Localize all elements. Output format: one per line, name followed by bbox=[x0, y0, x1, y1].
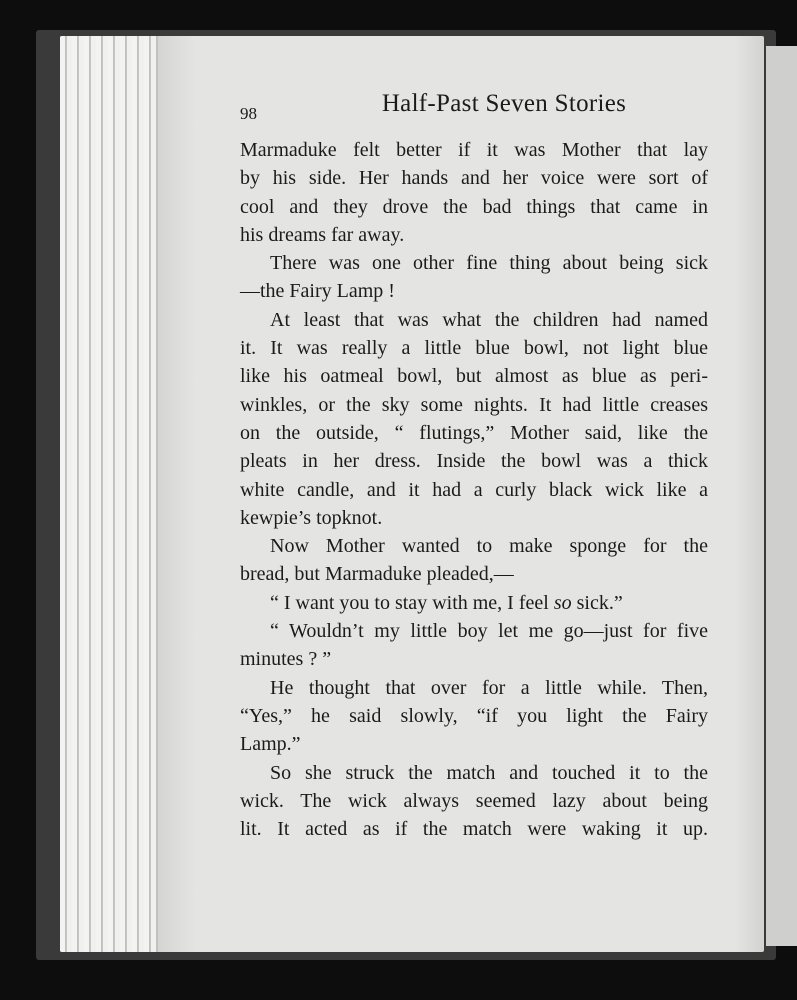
page-shade bbox=[734, 36, 764, 952]
text-line: pleats in her dress. Inside the bowl was a thick bbox=[240, 450, 708, 473]
text-line: cool and they drove the bad things that came in bbox=[240, 195, 708, 218]
text-line: on the outside, “ flutings,” Mother said, like the bbox=[240, 421, 708, 444]
text-line: “ I want you to stay with me, I feel so sick.” bbox=[270, 591, 623, 614]
text-line: his dreams far away. bbox=[240, 223, 405, 246]
text-line: There was one other fine thing about being sick bbox=[270, 252, 708, 275]
text-line: “ Wouldn’t my little boy let me go—just for five bbox=[270, 620, 708, 643]
page-edges bbox=[60, 36, 158, 952]
gutter-shadow bbox=[156, 36, 196, 952]
text-line: white candle, and it had a curly black wick like a bbox=[240, 478, 708, 501]
page-header bbox=[240, 90, 708, 134]
text-line: Marmaduke felt better if it was Mother that lay bbox=[240, 139, 708, 161]
text-block bbox=[240, 90, 708, 843]
running-head: Half-Past Seven Stories bbox=[381, 90, 627, 117]
text-line: winkles, or the sky some nights. It had little creases bbox=[240, 393, 708, 416]
text-line: by his side. Her hands and her voice were sort of bbox=[240, 167, 708, 190]
text-line: He thought that over for a little while. Then, bbox=[270, 676, 708, 699]
text-line: lit. It acted as if the match were waking it up. bbox=[240, 818, 708, 841]
text-line: wick. The wick always seemed lazy about being bbox=[240, 789, 708, 812]
text-line: Lamp.” bbox=[240, 733, 301, 756]
text-line: So she struck the match and touched it to the bbox=[270, 761, 708, 784]
text-line: like his oatmeal bowl, but almost as blue as peri- bbox=[240, 365, 708, 388]
text-line: bread, but Marmaduke pleaded,— bbox=[240, 563, 514, 586]
text-line: Now Mother wanted to make sponge for the bbox=[270, 535, 708, 558]
facing-page-edge bbox=[766, 46, 797, 946]
text-line: minutes ? ” bbox=[240, 648, 332, 671]
text-line: kewpie’s topknot. bbox=[240, 506, 383, 529]
text-line: —the Fairy Lamp ! bbox=[240, 280, 395, 303]
body-text bbox=[240, 136, 708, 843]
text-line: “Yes,” he said slowly, “if you light the Fairy bbox=[240, 704, 708, 727]
page-number: 98 bbox=[240, 104, 257, 123]
text-line: At least that was what the children had named bbox=[270, 308, 708, 331]
text-line: it. It was really a little blue bowl, not light blue bbox=[240, 337, 708, 360]
